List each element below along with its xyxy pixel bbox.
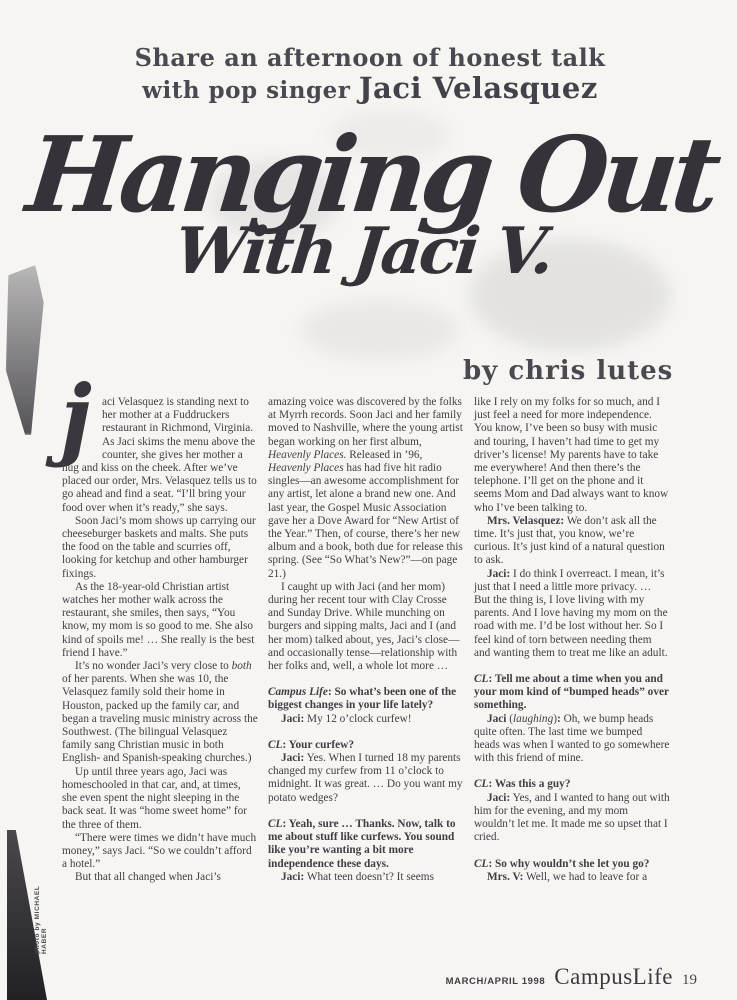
text-segment: But that all changed when Jaci’s <box>75 871 221 884</box>
paragraph <box>62 515 258 581</box>
text-segment: CL <box>268 738 283 751</box>
kicker-line-1: Share an afternoon of honest talk <box>134 43 606 72</box>
article-column-1 <box>60 365 258 885</box>
magazine-logo: CampusLife <box>554 964 673 989</box>
paragraph <box>62 871 258 884</box>
paragraph <box>268 739 464 752</box>
text-segment: Heavenly Places <box>268 462 344 475</box>
paragraph <box>474 396 670 515</box>
text-segment: ( <box>506 712 514 725</box>
text-segment: I do think I overreact. I mean, it’s just that I need a little more privacy. … But the thing is, I love living with my parents. And I love having my mom on the road with me. I’d be lost without her. So I feel kind of torn between needing them and wanting them to treat me like an adult. <box>474 567 668 659</box>
byline: by chris lutes <box>463 356 674 386</box>
page-footer <box>446 964 697 990</box>
text-segment: amazing voice was discovered by the folks at Myrrh records. Soon Jaci and her family moved to Nashville, where the young artist began working on her first album, <box>268 396 463 448</box>
text-segment: : Was this a guy? <box>488 778 571 791</box>
artist-name: Jaci Velasquez <box>358 70 598 105</box>
paragraph <box>474 673 670 713</box>
text-segment: “There were times we didn’t have much money,” says Jaci. “So we couldn’t afford a hotel.” <box>62 831 257 871</box>
article-column-3 <box>474 396 670 885</box>
text-segment: Yes. When I turned 18 my parents changed my curfew from 11 o’clock to midnight. It was great. … Do you want my potato wedges? <box>268 752 463 804</box>
text-segment: I caught up with Jaci (and her mom) during her recent tour with Clay Crosse and Sunday Drive. While munching on burgers and sipping malts, Jaci and I (and her mom) talked about, yes, Jaci’s close—and occasionally tense—relationship with her folks and, well, a whole lot more … <box>268 580 460 673</box>
paragraph <box>268 581 464 673</box>
paragraph <box>268 752 464 805</box>
text-segment: Well, we had to leave for a <box>523 870 648 883</box>
text-segment: CL <box>268 817 283 830</box>
scan-smudge <box>300 300 460 360</box>
text-segment: We don’t ask all the time. It’s just that, you know, we’re curious. It’s just kind of a natural question to ask. <box>474 514 665 567</box>
text-segment: What teen doesn’t? It seems <box>304 870 434 883</box>
text-segment: of her parents. When she was 10, the Velasquez family sold their home in Houston, packed up the family car, and began a traveling music ministry across the Southwest. (The bilingual Velasquez family sang Christian music in both English- and Spanish-speaking churches.) <box>62 673 258 765</box>
text-segment: As the 18-year-old Christian artist watches her mother walk across the restaurant, she smiles, then says, “You know, my mom is so good to me. She also kind of spoils me! … She really is the best friend I have.” <box>62 580 255 659</box>
text-segment: It’s no wonder Jaci’s very close to <box>75 660 232 673</box>
paragraph <box>474 568 670 660</box>
paragraph <box>268 396 464 581</box>
text-segment: ) <box>553 712 557 725</box>
text-segment: : <box>556 712 561 725</box>
paragraph <box>62 832 258 872</box>
text-segment: CL <box>474 778 489 791</box>
text-segment: : Yeah, sure … Thanks. Now, talk to me about stuff like curfews. You sound like you’re wanting a bit more independence these days. <box>268 817 456 870</box>
text-segment: CL <box>474 857 489 870</box>
photo-credit: photo by MICHAEL HABER <box>34 885 48 954</box>
text-segment: Oh, we bump heads quite often. The last time we bumped heads was when I wanted to go somewhere with this friend of mine. <box>474 712 670 765</box>
text-segment: has had five hit radio singles—an awesome accomplishment for any artist, let alone a brand new one. And last year, the Gospel Music Association gave her a Dove Award for “New Artist of the Year.” Then, of course, there’s her new album and a book, both due for release this spring. (See “So What’s New?”—on page 21.) <box>268 462 463 580</box>
text-segment: Mrs. V: <box>487 870 524 883</box>
text-segment: Jaci: <box>281 712 305 725</box>
text-segment: Soon Jaci’s mom shows up carrying our cheeseburger baskets and malts. She puts the food on the table and scurries off, looking for ketchup and other hamburger fixings. <box>62 514 256 580</box>
article-title <box>0 113 737 290</box>
text-segment: My 12 o’clock curfew! <box>304 712 412 725</box>
title-line-1: Hanging Out <box>21 113 721 236</box>
page-number: 19 <box>682 972 697 988</box>
text-segment: both <box>231 660 252 673</box>
kicker <box>110 44 630 105</box>
paragraph <box>474 792 670 845</box>
text-segment: : So why wouldn’t she let you go? <box>488 857 650 870</box>
text-segment: CL <box>474 673 489 686</box>
text-segment: : So what’s been one of the biggest changes in your life lately? <box>268 686 457 712</box>
text-segment: Released in ’96, <box>346 448 423 461</box>
text-segment: Jaci <box>487 712 507 725</box>
paragraph <box>268 818 464 871</box>
text-segment: Campus Life <box>268 686 328 699</box>
paragraph <box>62 766 258 832</box>
text-segment: Jaci: <box>487 791 511 804</box>
paragraph <box>268 713 464 726</box>
text-segment: Jaci: <box>487 567 511 580</box>
article-column-2 <box>268 396 464 885</box>
text-segment: : Tell me about a time when you and your mom kind of “bumped heads” over something. <box>474 673 669 712</box>
text-segment: Jaci: <box>281 752 305 765</box>
paragraph <box>474 778 670 791</box>
paragraph <box>62 581 258 660</box>
text-segment: Yes, and I wanted to hang out with him for the evening, and my mom wouldn’t let me. It made me so upset that I cried. <box>474 791 670 844</box>
paragraph <box>268 686 464 712</box>
scan-artifact-top <box>5 265 47 435</box>
kicker-line-2 <box>110 72 630 105</box>
text-segment: aci Velasquez is standing next to her mother at a Fuddruckers restaurant in Richmond, Virginia. As Jaci skims the menu above the counter, she gives her mother a hug and kiss on the cheek. After we’ve placed our order, Mrs. Velasquez tells us to go ahead and find a seat. “I’ll bring your food over when it’s ready,” she says. <box>62 396 257 514</box>
text-segment: Up until three years ago, Jaci was homeschooled in that car, and, at times, she even spent the night sleeping in the back seat. It was “home sweet home” for the three of them. <box>62 765 248 831</box>
issue-date: MARCH/APRIL 1998 <box>445 976 546 987</box>
paragraph <box>62 660 258 766</box>
paragraph <box>474 858 670 871</box>
text-segment: like I rely on my folks for so much, and I just feel a need for more independence. You know, I’ve been so busy with music and touring, I haven’t had time to get my driver’s license! My parents have to take me everywhere! And then there’s the telephone. I’ll get on the phone and it seems Mom and Dad always want to know who I’ve been talking to. <box>474 396 669 514</box>
drop-cap: j <box>60 365 92 469</box>
kicker-line-2-prefix: with pop singer <box>142 76 359 104</box>
paragraph <box>474 713 670 766</box>
paragraph <box>268 871 464 884</box>
text-segment: Jaci: <box>281 870 305 883</box>
paragraph <box>474 515 670 568</box>
text-segment: Heavenly Places. <box>268 448 347 461</box>
title-line-2: With Jaci V. <box>171 214 555 290</box>
paragraph <box>60 365 258 515</box>
paragraph <box>474 871 670 884</box>
text-segment: Mrs. Velasquez: <box>487 514 565 527</box>
text-segment: : Your curfew? <box>282 738 354 751</box>
text-segment: laughing <box>513 712 554 725</box>
